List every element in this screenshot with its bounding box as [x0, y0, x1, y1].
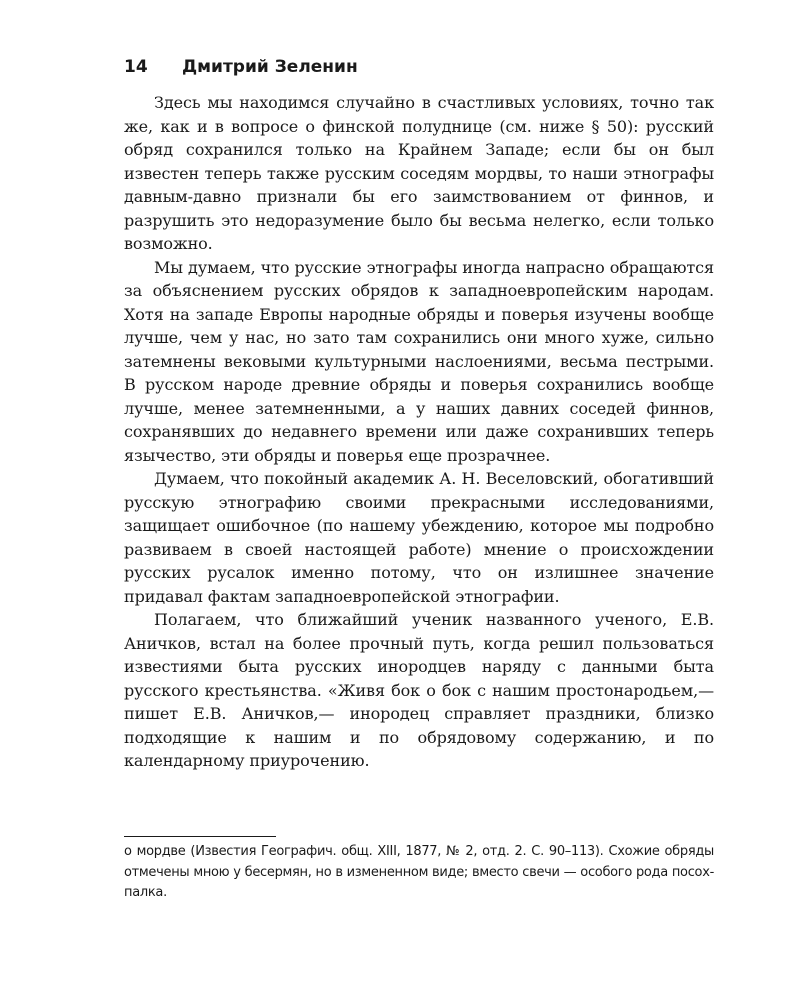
paragraph: Здесь мы находимся случайно в счастливых условиях, точно так же, как и в вопросе о финской полуднице (см. ниже § 50): русский обряд сохранился только на Крайнем Западе; если бы он был известен теперь также русским соседям мордвы, то наши этнографы давным-давно признали бы его заимствованием от финнов, и разрушить это недоразумение было бы весьма нелегко, если только возможно. — [124, 93, 714, 253]
paragraph: Мы думаем, что русские этнографы иногда напрасно обращаются за объяснением русских обрядов к западноевропейским народам. Хотя на западе Европы народные обряды и поверья изучены вообще лучше, чем у нас, но зато там сохранились они много хуже, сильно затемнены вековыми культурными наслоениями, весьма пестрыми. В русском народе древние обряды и поверья сохранились вообще лучше, менее затемненными, а у наших давних соседей финнов, сохранявших до недавнего времени или даже сохранивших теперь язычество, эти обряды и поверья еще прозрачнее. — [124, 257, 714, 465]
running-head-author: Дмитрий Зеленин — [182, 57, 358, 77]
page-number: 14 — [124, 57, 148, 77]
paragraph: Полагаем, что ближайший ученик названного ученого, Е.В. Аничков, встал на более прочный путь, когда решил пользоваться известиями быта русских инородцев наряду с данными быта русского крестьянства. «Живя бок о бок с нашим простонародьем,— пишет Е.В. Аничков,— инородец справляет праздники, близко подходящие к нашим и по обрядовому содержанию, и по календарному приурочению. — [124, 610, 714, 770]
running-head — [124, 55, 358, 79]
body-text — [124, 91, 714, 773]
footnote: о мордве (Известия Географич. общ. XIII, 1877, № 2, отд. 2. С. 90–113). Схожие обряды отмечены мною у бесермян, но в измененном виде; вместо свечи — особого рода посох-палка. — [124, 844, 714, 900]
footnote-divider — [124, 836, 276, 837]
paragraph: Думаем, что покойный академик А. Н. Веселовский, обогативший русскую этнографию своими прекрасными исследованиями, защищает ошибочное (по нашему убеждению, которое мы подробно развиваем в своей настоящей работе) мнение о происхождении русских русалок именно потому, что он излишнее значение придавал фактам западноевропейской этнографии. — [124, 469, 714, 606]
